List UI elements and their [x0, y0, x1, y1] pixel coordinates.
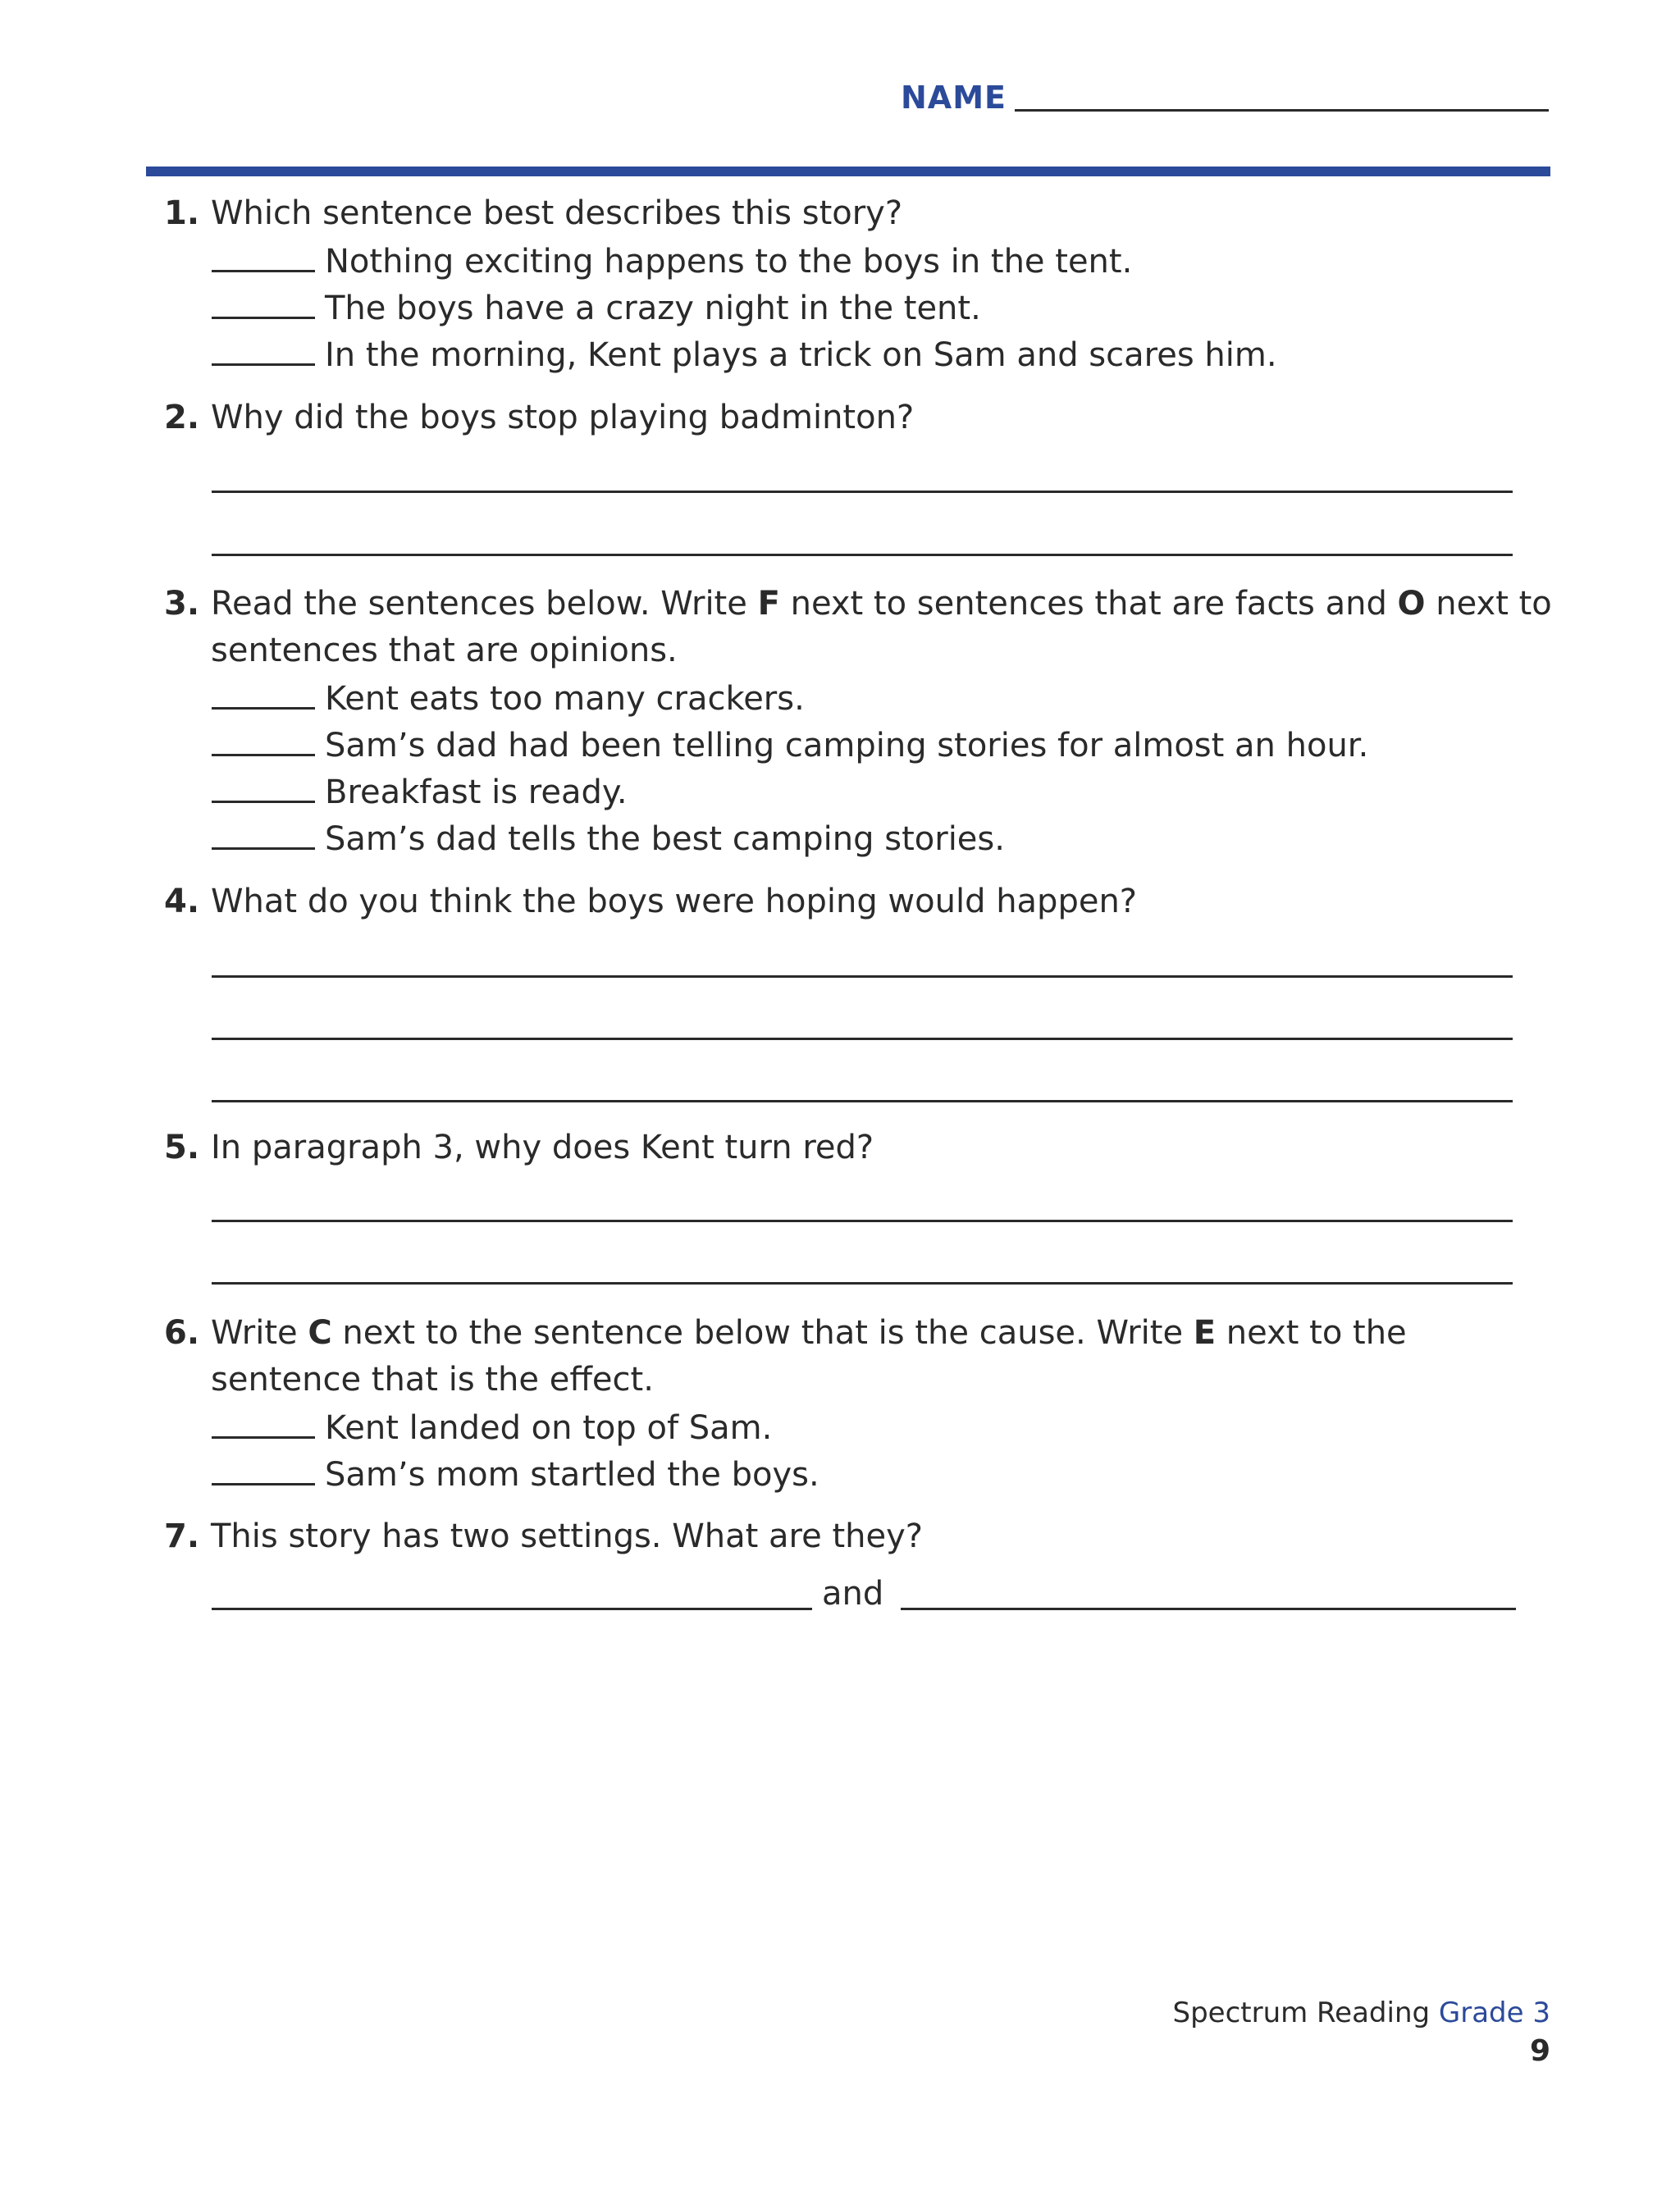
answer-line[interactable]: [212, 491, 1513, 493]
page-number: 9: [1529, 2034, 1550, 2068]
answer-blank[interactable]: [212, 721, 315, 756]
answer-line[interactable]: [212, 1100, 1513, 1102]
option-text: Nothing exciting happens to the boys in the tent.: [325, 243, 1133, 281]
footer: [1173, 1993, 1551, 2033]
question-text: What do you think the boys were hoping would happen?: [211, 883, 1138, 920]
question-5: [164, 1125, 1559, 1171]
option-text: Sam’s mom startled the boys.: [325, 1456, 819, 1494]
option-text: The boys have a crazy night in the tent.: [325, 290, 981, 327]
question-number: 5.: [164, 1129, 200, 1166]
q3-option-3: [212, 768, 628, 816]
question-number: 7.: [164, 1517, 200, 1555]
answer-blank[interactable]: [212, 1403, 315, 1439]
option-text: Kent eats too many crackers.: [325, 680, 805, 718]
answer-blank[interactable]: [212, 1450, 315, 1485]
question-number: 2.: [164, 399, 200, 436]
q3-option-1: [212, 674, 805, 723]
answer-blank[interactable]: [212, 237, 315, 272]
q1-option-1: [212, 237, 1132, 285]
option-text: In the morning, Kent plays a trick on Sam and scares him.: [325, 336, 1277, 374]
answer-line[interactable]: [212, 554, 1513, 556]
name-field[interactable]: [1015, 109, 1549, 112]
question-7: [164, 1513, 1559, 1560]
connector-word: and: [822, 1575, 884, 1613]
question-number: 4.: [164, 883, 200, 920]
setting-2-line[interactable]: [901, 1608, 1516, 1610]
answer-blank[interactable]: [212, 768, 315, 803]
answer-blank[interactable]: [212, 284, 315, 319]
setting-1-line[interactable]: [212, 1608, 812, 1610]
answer-line[interactable]: [212, 1220, 1513, 1222]
q6-option-1: [212, 1403, 772, 1452]
question-3: [164, 581, 1559, 674]
question-text: Why did the boys stop playing badminton?: [211, 399, 915, 436]
question-text: Write C next to the sentence below that is the cause. Write E next to the sentence that is the effect.: [211, 1314, 1407, 1399]
grade-label: Grade 3: [1438, 1997, 1550, 2029]
option-text: Sam’s dad had been telling camping stories for almost an hour.: [325, 727, 1369, 764]
answer-blank[interactable]: [212, 674, 315, 710]
q1-option-2: [212, 284, 981, 332]
answer-line[interactable]: [212, 975, 1513, 978]
q1-option-3: [212, 331, 1277, 379]
question-4: [164, 879, 1559, 925]
answer-line[interactable]: [212, 1282, 1513, 1285]
name-label: NAME: [901, 80, 1007, 116]
answer-line[interactable]: [212, 1038, 1513, 1040]
name-row: [901, 64, 1549, 116]
question-1: [164, 190, 1559, 237]
option-text: Sam’s dad tells the best camping stories.: [325, 820, 1005, 858]
question-6: [164, 1310, 1559, 1403]
question-number: 6.: [164, 1314, 200, 1352]
question-number: 3.: [164, 585, 200, 623]
question-2: [164, 395, 1559, 441]
header-rule: [146, 167, 1550, 176]
q3-option-4: [212, 815, 1005, 863]
question-text: This story has two settings. What are they?: [211, 1517, 923, 1555]
question-number: 1.: [164, 194, 200, 232]
series-name: Spectrum Reading: [1172, 1997, 1431, 2029]
option-text: Kent landed on top of Sam.: [325, 1409, 773, 1447]
q3-option-2: [212, 721, 1368, 769]
option-text: Breakfast is ready.: [325, 774, 628, 811]
answer-blank[interactable]: [212, 815, 315, 850]
q6-option-2: [212, 1450, 819, 1499]
question-text: Which sentence best describes this story?: [211, 194, 903, 232]
question-text: Read the sentences below. Write F next to sentences that are facts and O next to sentences that are opinions.: [211, 585, 1552, 669]
answer-blank[interactable]: [212, 331, 315, 366]
question-text: In paragraph 3, why does Kent turn red?: [211, 1129, 874, 1166]
